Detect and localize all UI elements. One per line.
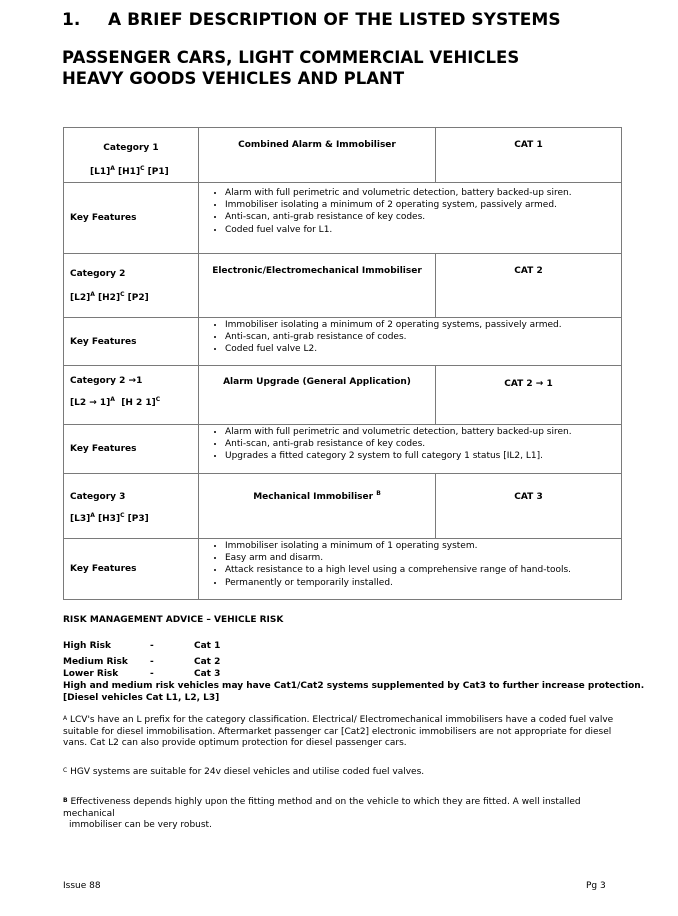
risk-level: Lower Risk [63, 669, 119, 679]
key-features-label: Key Features [70, 564, 137, 574]
features-cell [199, 318, 622, 366]
category-cell [64, 366, 199, 425]
system-name: Electronic/Electromechanical Immobiliser [212, 266, 422, 276]
footnote-b-line-1: $^B$ Effectiveness depends highly upon the fitting method and on the vehicle to which they are fitted. A well installed mechanical [63, 797, 581, 819]
footnote-b-line-2: immobiliser can be very robust. [69, 820, 212, 831]
risk-row-medium [63, 657, 220, 667]
key-features-label-cell [64, 539, 199, 600]
category-row [64, 366, 622, 425]
features-list [199, 540, 621, 589]
features-cell [199, 183, 622, 254]
risk-dash: - [150, 641, 154, 651]
cat-cell [436, 254, 622, 318]
system-name-cell [199, 366, 436, 425]
risk-note-line-2: [Diesel vehicles Cat L1, L2, L3] [63, 693, 220, 703]
risk-row-high [63, 641, 220, 651]
feature-item: • Coded fuel valve for L1. [225, 224, 621, 236]
feature-item: • Easy arm and disarm. [225, 552, 621, 564]
cat-label: CAT 2 → 1 [504, 379, 553, 389]
cat-cell [436, 474, 622, 539]
footnote-a-mark: A [63, 715, 68, 722]
features-list [199, 187, 621, 236]
category-name: Category 2 [70, 269, 126, 279]
cat-label: CAT 3 [514, 492, 543, 502]
risk-title: RISK MANAGEMENT ADVICE – VEHICLE RISK [63, 615, 284, 625]
feature-item: • Immobiliser isolating a minimum of 1 operating system. [225, 540, 621, 552]
key-features-row [64, 425, 622, 474]
section-number: 1. [62, 10, 81, 30]
feature-item: • Upgrades a fitted category 2 system to full category 1 status [IL2, L1]. [225, 450, 621, 462]
key-features-row [64, 539, 622, 600]
cat-label: CAT 1 [514, 140, 543, 150]
features-cell [199, 425, 622, 474]
category-cell [64, 254, 199, 318]
features-list [199, 426, 621, 463]
category-codes: $[L2]^A$ $[H2]^C$ [P2] [70, 291, 149, 303]
key-features-row [64, 318, 622, 366]
feature-item: • Immobiliser isolating a minimum of 2 operating systems, passively armed. [225, 319, 621, 331]
feature-item: • Anti-scan, anti-grab resistance of codes. [225, 331, 621, 343]
system-name: Alarm Upgrade (General Application) [223, 377, 411, 387]
key-features-row [64, 183, 622, 254]
risk-dash: - [150, 657, 154, 667]
feature-item: • Permanently or temporarily installed. [225, 577, 621, 589]
feature-item: • Alarm with full perimetric and volumetric detection, battery backed-up siren. [225, 187, 621, 199]
feature-item: • Attack resistance to a high level using a comprehensive range of hand-tools. [225, 564, 621, 576]
category-name: Category 2 →1 [70, 376, 143, 386]
footnote-b [63, 797, 635, 832]
features-cell [199, 539, 622, 600]
footnote-c [63, 767, 635, 779]
risk-level: Medium Risk [63, 657, 128, 667]
footer-page-number: Pg 3 [586, 881, 606, 891]
systems-table [63, 127, 622, 600]
category-cell [64, 128, 199, 183]
category-cell [64, 474, 199, 539]
subheading-line-1: PASSENGER CARS, LIGHT COMMERCIAL VEHICLES [62, 48, 520, 67]
cat-cell [436, 128, 622, 183]
footnote-b-mark: B [63, 797, 68, 804]
feature-item: • Coded fuel valve L2. [225, 343, 621, 355]
cat-label: CAT 2 [514, 266, 543, 276]
key-features-label: Key Features [70, 336, 137, 347]
footnote-c-text: HGV systems are suitable for 24v diesel vehicles and utilise coded fuel valves. [70, 767, 425, 777]
feature-item: • Anti-scan, anti-grab resistance of key codes. [225, 211, 621, 223]
footnote-a-text: LCV's have an L prefix for the category classification. Electrical/ Electromechanical immobilisers have a coded fuel valve suitable for diesel immobilisation. Aftermarket passenger car [Cat2] electronic immobilisers are not appropriate for diesel vans. Cat L2 can also provide optimum protection for diesel passenger cars. [63, 715, 614, 749]
category-row [64, 128, 622, 183]
risk-row-lower [63, 669, 220, 679]
system-name: Combined Alarm & Immobiliser [238, 140, 396, 150]
feature-item: • Immobiliser isolating a minimum of 2 operating system, passively armed. [225, 199, 621, 211]
category-name: Category 3 [70, 492, 126, 502]
risk-dash: - [150, 669, 154, 679]
footer-issue: Issue 88 [63, 881, 101, 891]
category-row [64, 474, 622, 539]
key-features-label-cell [64, 318, 199, 366]
key-features-label: Key Features [70, 444, 137, 454]
feature-item: • Alarm with full perimetric and volumetric detection, battery backed-up siren. [225, 426, 621, 438]
system-name-cell [199, 128, 436, 183]
section-heading [62, 10, 561, 30]
category-codes: $[L3]^A$ $[H3]^C$ [P3] [70, 512, 149, 524]
risk-cat: Cat 1 [194, 641, 221, 651]
section-title: A BRIEF DESCRIPTION OF THE LISTED SYSTEMS [108, 10, 561, 30]
subheading-line-2: HEAVY GOODS VEHICLES AND PLANT [62, 69, 405, 88]
risk-cat: Cat 2 [194, 657, 221, 667]
category-codes: $[L2 \to 1]^A$ [H 2 1]$^C$ [70, 396, 161, 408]
features-list [199, 319, 621, 356]
key-features-label-cell [64, 183, 199, 254]
system-name-cell [199, 254, 436, 318]
category-name: Category 1 [103, 143, 159, 153]
risk-cat: Cat 3 [194, 669, 221, 679]
feature-item: • Anti-scan, anti-grab resistance of key codes. [225, 438, 621, 450]
category-codes: $[L1]^A$ $[H1]^C$ [P1] [90, 165, 169, 177]
key-features-label-cell [64, 425, 199, 474]
risk-level: High Risk [63, 641, 111, 651]
risk-note-line-1: High and medium risk vehicles may have Cat1/Cat2 systems supplemented by Cat3 to further increase protection. [63, 681, 645, 691]
system-name: Mechanical Immobiliser $^B$ [253, 490, 381, 502]
footnote-a [63, 715, 635, 750]
footnote-c-mark: C [63, 767, 68, 774]
system-name-cell [199, 474, 436, 539]
key-features-label: Key Features [70, 213, 137, 223]
cat-cell [436, 366, 622, 425]
category-row [64, 254, 622, 318]
